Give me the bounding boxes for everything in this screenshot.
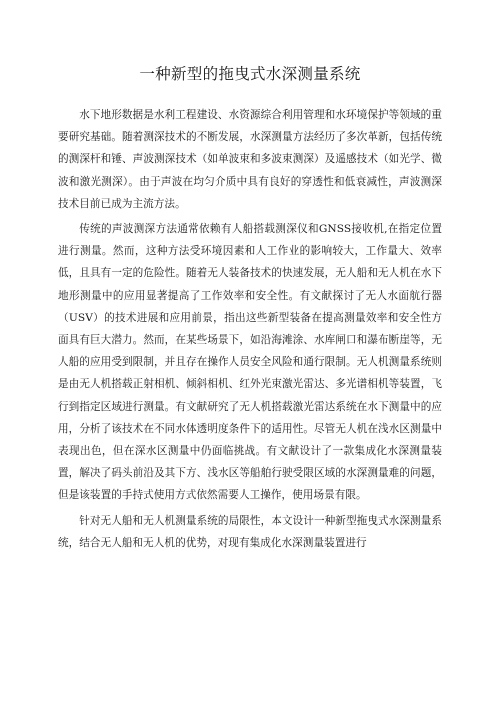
paragraph-2: 传统的声波测深方法通常依赖有人船搭载测深仪和GNSS接收机,在指定位置进行测量。然而，这种方法受环境因素和人工作业的影响较大，工作量大、效率低，且具有一定的危险性。随着无人装备技术的快速发展，无人船和无人机在水下地形测量中的应用显著提高了工作效率和安全性。有文献探讨了无人水面航行器（USV）的技术进展和应用前景，指出这些新型装备在提高测量效率和安全性方面具有巨大潜力。然而，在某些场景下，如沿海滩涂、水库闸口和瀑布断崖等，无人船的应用受到限制，并且存在操作人员安全风险和通行限制。无人机测量系统则是由无人机搭载正射相机、倾斜相机、红外光束激光雷达、多光谱相机等装置，飞行到指定区域进行测量。有文献研究了无人机搭载激光雷达系统在水下测量中的应用，分析了该技术在不同水体透明度条件下的适用性。尽管无人机在浅水区测量中表现出色，但在深水区测量中仍面临挑战。有文献设计了一款集成化水深测量装置，解决了码头前沿及其下方、浅水区等船舶行驶受限区域的水深测量难的问题，但是该装置的手持式使用方式依然需要人工操作，使用场景有限。 <box>58 223 442 502</box>
paragraph-1: 水下地形数据是水利工程建设、水资源综合利用管理和水环境保护等领域的重要研究基础。随着测深技术的不断发展，水深测量方法经历了多次革新，包括传统的测深杆和锤、声波测深技术（如单波束和多波束测深）及遥感技术（如光学、微波和激光测深）。由于声波在均匀介质中具有良好的穿透性和低衰减性，声波测深技术目前已成为主流方法。 <box>58 109 442 210</box>
paragraph-3: 针对无人船和无人机测量系统的局限性，本文设计一种新型拖曳式水深测量系统，结合无人船和无人机的优势，对现有集成化水深测量装置进行 <box>58 514 442 549</box>
document-title: 一种新型的拖曳式水深测量系统 <box>139 65 361 83</box>
